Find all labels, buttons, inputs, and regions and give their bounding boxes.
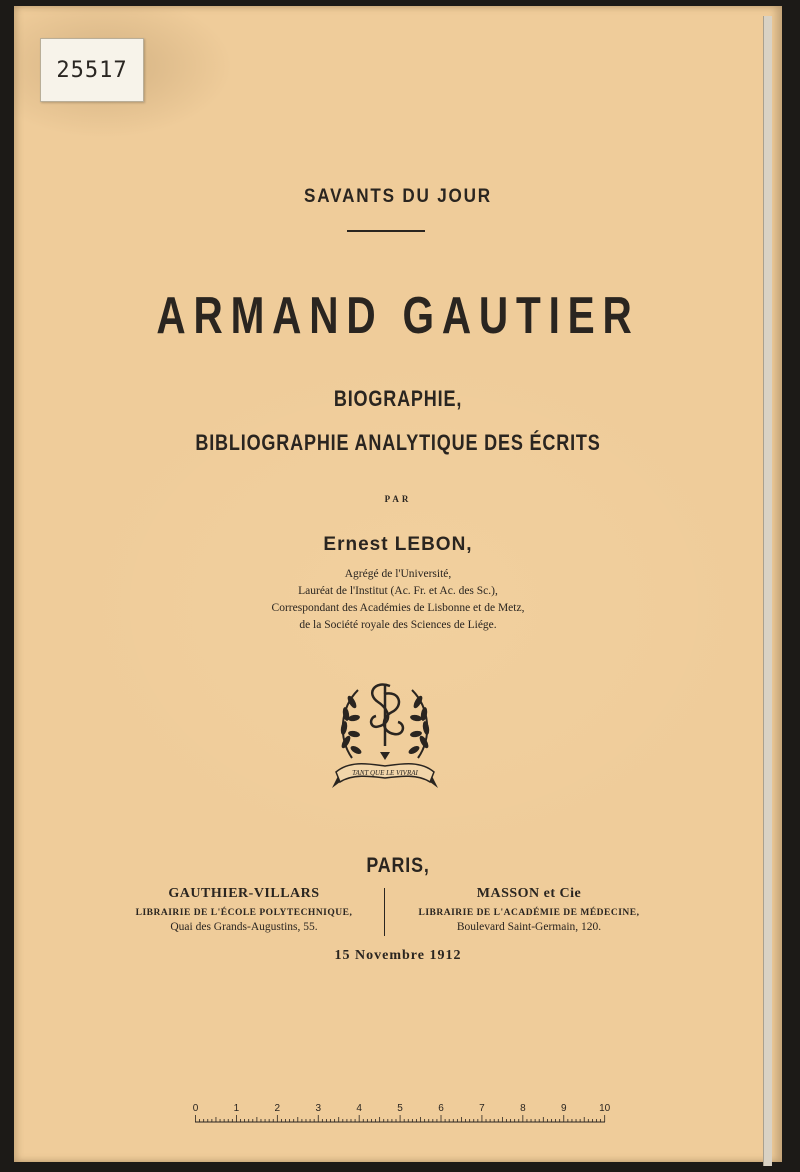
author-name: Ernest LEBON, bbox=[323, 534, 473, 555]
credential-line: de la Société royale des Sciences de Liége. bbox=[299, 619, 497, 631]
par-label: PAR bbox=[384, 494, 412, 504]
publisher-left-name: GAUTHIER-VILLARS bbox=[168, 886, 320, 901]
scale-label: 9 bbox=[560, 1103, 567, 1114]
scale-label: 7 bbox=[479, 1103, 485, 1114]
publisher-right bbox=[399, 886, 659, 933]
publisher-left bbox=[114, 886, 374, 933]
credential-line: Correspondant des Académies de Lisbonne et de Metz, bbox=[271, 602, 525, 614]
scale-label: 10 bbox=[599, 1103, 611, 1114]
cover-page bbox=[14, 6, 782, 1162]
catalog-number: 25517 bbox=[56, 57, 128, 83]
scale-label: 4 bbox=[356, 1103, 362, 1114]
scale-label: 1 bbox=[233, 1103, 240, 1114]
publication-date: 15 Novembre 1912 bbox=[334, 948, 462, 963]
subtitle-line-2: BIBLIOGRAPHIE ANALYTIQUE DES ÉCRITS bbox=[195, 430, 601, 455]
catalog-label bbox=[40, 38, 144, 102]
scale-label: 5 bbox=[397, 1103, 403, 1114]
city-name: PARIS, bbox=[366, 854, 430, 877]
series-title: SAVANTS DU JOUR bbox=[304, 186, 492, 207]
publisher-divider bbox=[384, 888, 385, 936]
emblem-motto: TANT QUE LE VIVRAI bbox=[352, 769, 418, 777]
main-title: ARMAND GAUTIER bbox=[156, 287, 640, 345]
publisher-left-address: Quai des Grands-Augustins, 55. bbox=[170, 921, 318, 933]
scale-label: 2 bbox=[274, 1103, 281, 1114]
publisher-right-subtitle: LIBRAIRIE DE L'ACADÉMIE DE MÉDECINE, bbox=[418, 908, 640, 918]
measurement-scale bbox=[192, 1102, 611, 1128]
publisher-left-subtitle: LIBRAIRIE DE L'ÉCOLE POLYTECHNIQUE, bbox=[135, 908, 353, 918]
scale-label: 3 bbox=[315, 1103, 322, 1114]
subtitle-line-1: BIOGRAPHIE, bbox=[333, 386, 463, 411]
publisher-right-name: MASSON et Cie bbox=[476, 886, 582, 901]
scale-label: 6 bbox=[438, 1103, 444, 1114]
credential-line: Lauréat de l'Institut (Ac. Fr. et Ac. des Sc.), bbox=[298, 585, 498, 597]
publisher-right-address: Boulevard Saint-Germain, 120. bbox=[456, 921, 602, 933]
publisher-emblem-icon bbox=[330, 672, 440, 790]
credential-line: Agrégé de l'Université, bbox=[344, 568, 452, 580]
title-rule bbox=[347, 230, 425, 232]
scale-label: 8 bbox=[520, 1103, 526, 1114]
scale-label: 0 bbox=[192, 1103, 199, 1114]
